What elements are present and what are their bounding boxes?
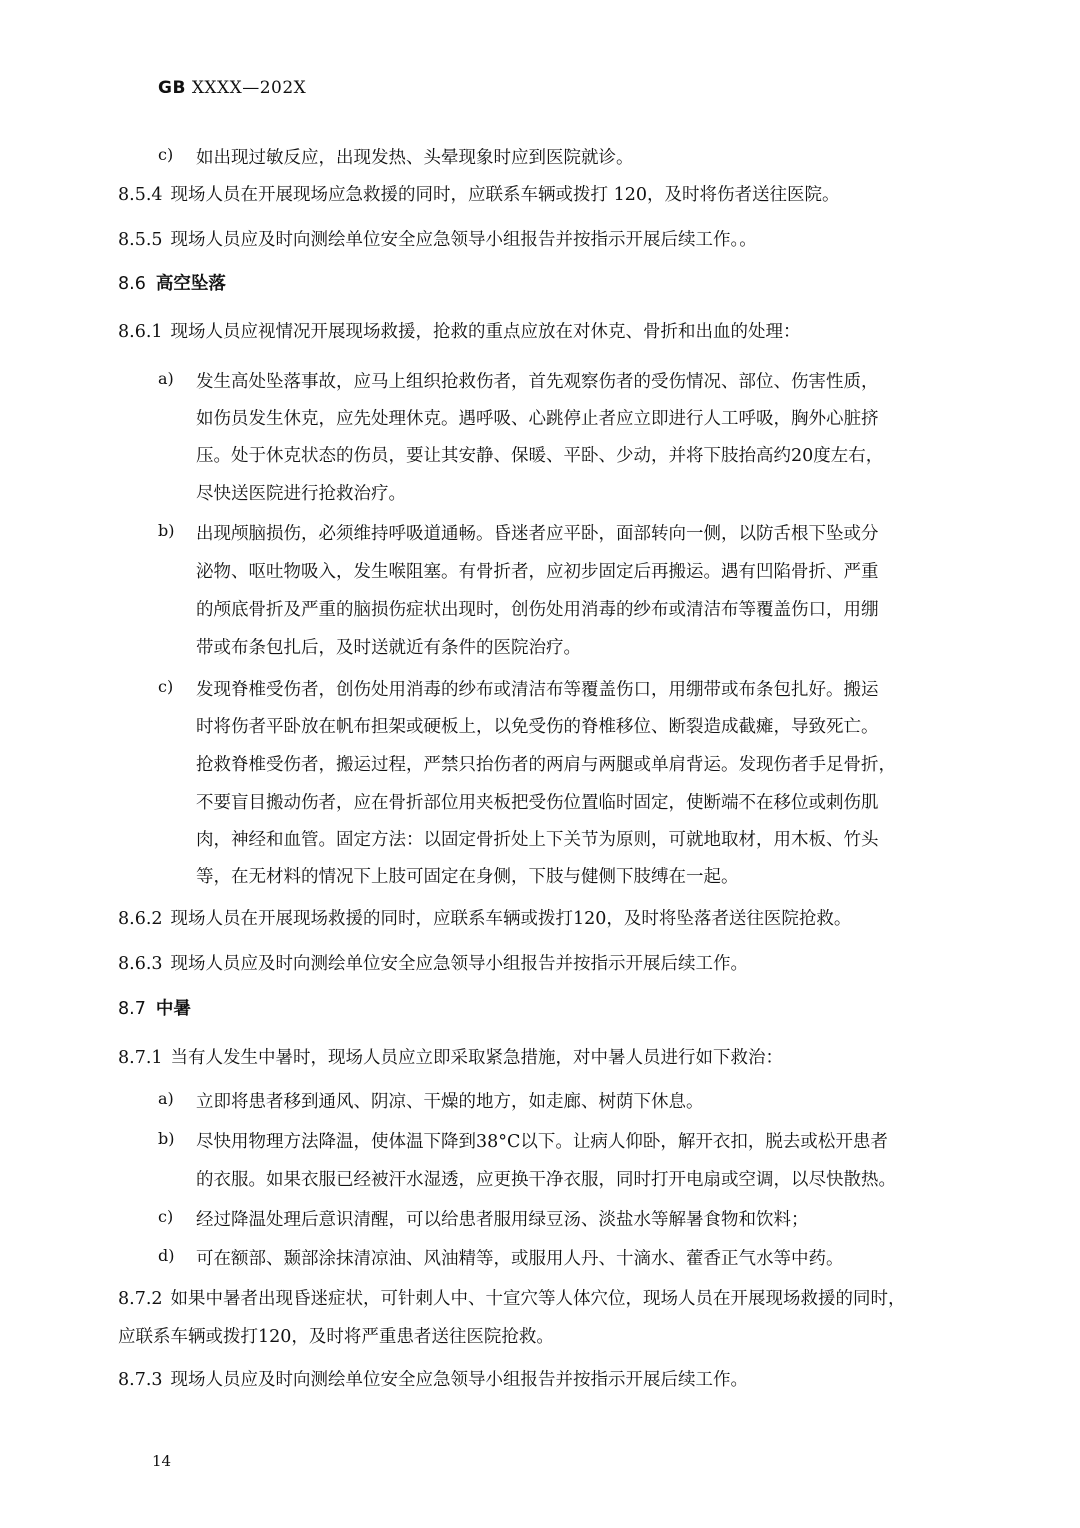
clause-number: 8.6.3 [118, 954, 163, 974]
section-number: 8.7 [118, 999, 146, 1019]
clause-text: 现场人员在开展现场救援的同时，应联系车辆或拨打120，及时将坠落者送往医院抢救。 [170, 909, 852, 929]
clause-number: 8.7.3 [118, 1370, 163, 1390]
clause-text: 现场人员应及时向测绘单位安全应急领导小组报告并按指示开展后续工作。。 [170, 230, 757, 250]
item-label: c) [158, 677, 174, 696]
section-heading-8-6 [118, 270, 226, 295]
item-text: 抢救脊椎受伤者，搬运过程，严禁只抬伤者的两肩与两腿或单肩背运。发现伤者手足骨折， [196, 755, 896, 775]
clause-continuation [118, 1325, 554, 1349]
section-title: 高空坠落 [155, 274, 226, 294]
page-number: 14 [152, 1452, 172, 1470]
clause-8-5-4 [118, 183, 840, 207]
item-text: 尽快用物理方法降温，使体温下降到38°C以下。让病人仰卧，解开衣扣，脱去或松开患者 [196, 1132, 888, 1152]
item-text: 泌物、呕吐物吸入，发生喉阻塞。有骨折者，应初步固定后再搬运。遇有凹陷骨折、严重 [196, 562, 879, 582]
item-text: 立即将患者移到通风、阴凉、干燥的地方，如走廊、树荫下休息。 [196, 1092, 704, 1112]
item-text: 的颅底骨折及严重的脑损伤症状出现时，创伤处用消毒的纱布或清洁布等覆盖伤口，用绷 [196, 600, 879, 620]
clause-number: 8.5.4 [118, 185, 163, 205]
item-text: 如伤员发生休克，应先处理休克。遇呼吸、心跳停止者应立即进行人工呼吸，胸外心脏挤 [196, 409, 879, 429]
item-text: 可在额部、颞部涂抹清凉油、风油精等，或服用人丹、十滴水、藿香正气水等中药。 [196, 1249, 844, 1269]
section-title: 中暑 [155, 999, 191, 1019]
item-text: 带或布条包扎后，及时送就近有条件的医院治疗。 [196, 638, 581, 658]
standard-header [158, 78, 306, 98]
section-heading-8-7 [118, 995, 191, 1020]
item-label: a) [158, 369, 174, 388]
clause-number: 8.6.2 [118, 909, 163, 929]
clause-8-7-3 [118, 1368, 748, 1392]
item-text: 时将伤者平卧放在帆布担架或硬板上，以免受伤的脊椎移位、断裂造成截瘫，导致死亡。 [196, 717, 879, 737]
item-text: 尽快送医院进行抢救治疗。 [196, 484, 406, 504]
item-label: c) [158, 1207, 174, 1226]
item-label: b) [158, 1129, 175, 1148]
item-text: 经过降温处理后意识清醒，可以给患者服用绿豆汤、淡盐水等解暑食物和饮料； [196, 1210, 809, 1230]
section-number: 8.6 [118, 274, 146, 294]
clause-text: 应联系车辆或拨打120，及时将严重患者送往医院抢救。 [118, 1327, 554, 1347]
item-label: d) [158, 1246, 175, 1265]
item-text: 出现颅脑损伤，必须维持呼吸道通畅。昏迷者应平卧，面部转向一侧，以防舌根下坠或分 [196, 524, 879, 544]
clause-text: 如果中暑者出现昏迷症状，可针刺人中、十宣穴等人体穴位，现场人员在开展现场救援的同时， [170, 1289, 906, 1309]
clause-8-6-2 [118, 907, 851, 931]
item-text: 的衣服。如果衣服已经被汗水湿透，应更换干净衣服，同时打开电扇或空调，以尽快散热。 [196, 1170, 896, 1190]
item-text: 压。处于休克状态的伤员，要让其安静、保暖、平卧、少动，并将下肢抬高约20度左右， [196, 446, 884, 466]
item-label: a) [158, 1089, 174, 1108]
item-label: c) [158, 145, 174, 164]
clause-text: 现场人员应视情况开展现场救援，抢救的重点应放在对休克、骨折和出血的处理： [170, 322, 801, 342]
item-text: 发生高处坠落事故，应马上组织抢救伤者，首先观察伤者的受伤情况、部位、伤害性质， [196, 372, 879, 392]
header-code: XXXX—202X [191, 78, 307, 98]
clause-text: 现场人员在开展现场应急救援的同时，应联系车辆或拨打 120，及时将伤者送往医院。 [170, 185, 840, 205]
clause-8-5-5 [118, 228, 757, 252]
item-text: 不要盲目搬动伤者，应在骨折部位用夹板把受伤位置临时固定，使断端不在移位或刺伤肌 [196, 793, 879, 813]
clause-number: 8.6.1 [118, 322, 163, 342]
clause-8-6-1 [118, 320, 801, 344]
clause-text: 现场人员应及时向测绘单位安全应急领导小组报告并按指示开展后续工作。 [170, 1370, 749, 1390]
clause-8-6-3 [118, 952, 748, 976]
item-text: 发现脊椎受伤者，创伤处用消毒的纱布或清洁布等覆盖伤口，用绷带或布条包扎好。搬运 [196, 680, 879, 700]
clause-number: 8.5.5 [118, 230, 163, 250]
clause-text: 现场人员应及时向测绘单位安全应急领导小组报告并按指示开展后续工作。 [170, 954, 749, 974]
header-prefix: GB [158, 78, 186, 98]
clause-number: 8.7.1 [118, 1048, 163, 1068]
item-text: 肉，神经和血管。固定方法：以固定骨折处上下关节为原则，可就地取材，用木板、竹头 [196, 830, 879, 850]
item-text: 如出现过敏反应，出现发热、头晕现象时应到医院就诊。 [196, 148, 634, 168]
item-text: 等，在无材料的情况下上肢可固定在身侧，下肢与健侧下肢缚在一起。 [196, 867, 739, 887]
clause-number: 8.7.2 [118, 1289, 163, 1309]
clause-text: 当有人发生中暑时，现场人员应立即采取紧急措施，对中暑人员进行如下救治： [170, 1048, 784, 1068]
item-label: b) [158, 521, 175, 540]
clause-8-7-2 [118, 1287, 906, 1311]
clause-8-7-1 [118, 1046, 783, 1070]
